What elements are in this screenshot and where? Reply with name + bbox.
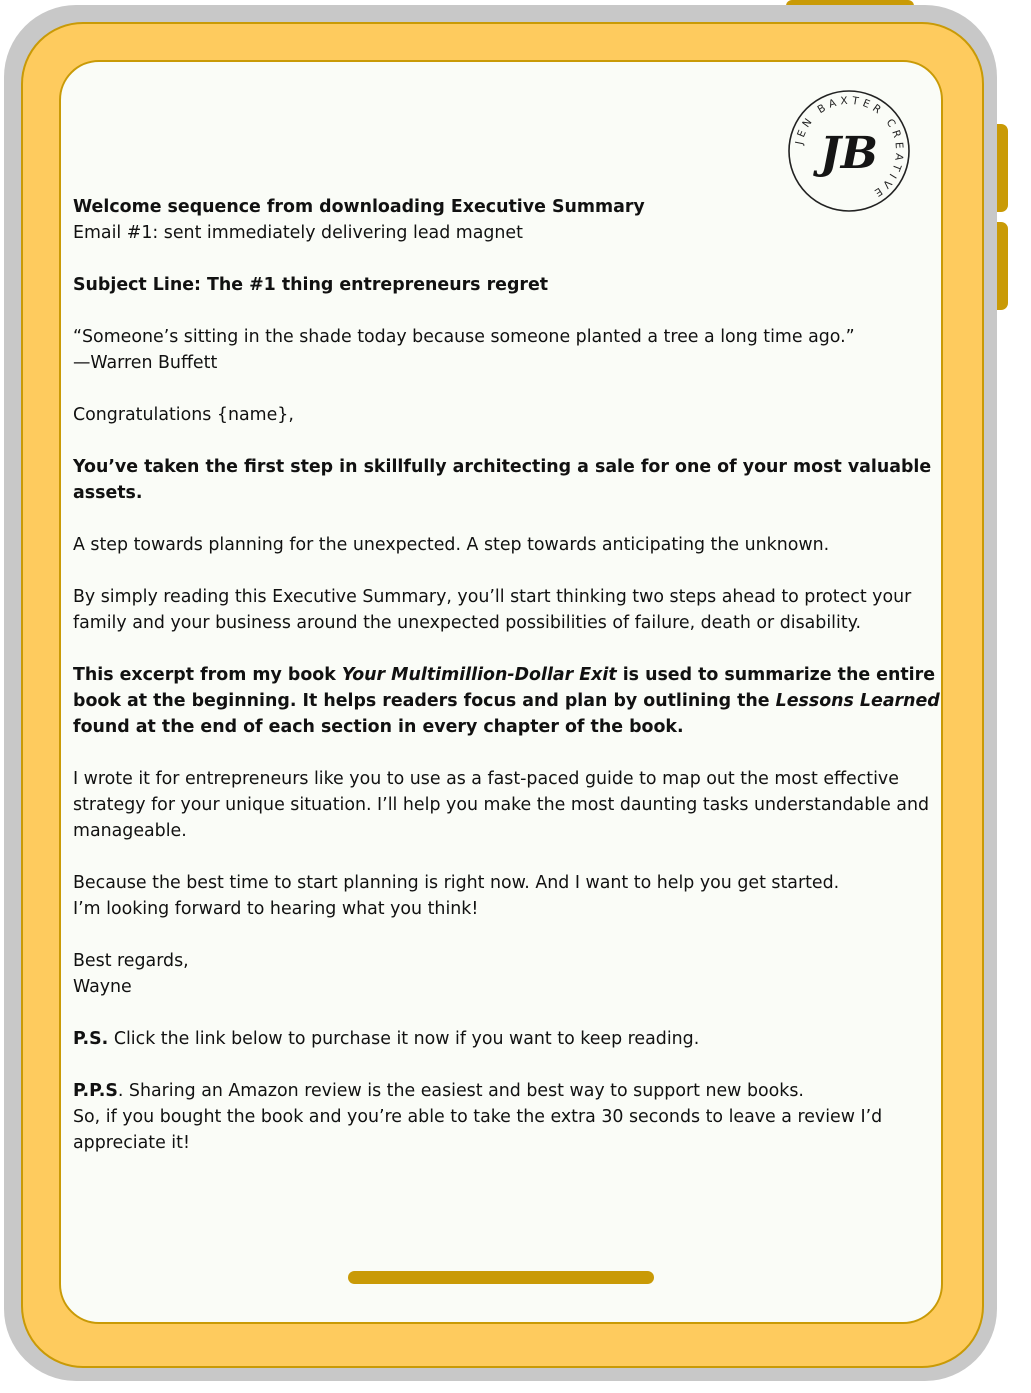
step-paragraph: A step towards planning for the unexpected. A step towards anticipating the unknown. [73, 535, 830, 555]
best-time-line: Because the best time to start planning is right now. And I want to help you get started. [73, 873, 840, 893]
excerpt-text-1: This excerpt from my book [73, 665, 342, 685]
excerpt-text-2: is used to summarize the entire book at the beginning. It helps readers focus and plan by outlining the [73, 665, 936, 711]
email-label: Email #1: sent immediately delivering lead magnet [73, 223, 523, 243]
sequence-heading: Welcome sequence from downloading Executive Summary [73, 197, 645, 217]
excerpt-paragraph [73, 662, 943, 740]
quote-text: “Someone’s sitting in the shade today because someone planted a tree a long time ago.” [73, 327, 855, 347]
wrote-paragraph: I wrote it for entrepreneurs like you to use as a fast-paced guide to map out the most effective strategy for your unique situation. I’ll help you make the most daunting tasks understandable and manageable. [73, 769, 930, 841]
forward-line: I’m looking forward to hearing what you think! [73, 899, 479, 919]
ps-paragraph [73, 1026, 943, 1052]
reading-paragraph: By simply reading this Executive Summary, you’ll start thinking two steps ahead to protect your family and your business around the unexpected possibilities of failure, death or disability. [73, 587, 912, 633]
logo-monogram: JB [819, 128, 879, 179]
signature: Wayne [73, 977, 132, 997]
email-content [73, 194, 943, 1182]
pps-line-2: So, if you bought the book and you’re able to take the extra 30 seconds to leave a review I’d appreciate it! [73, 1107, 883, 1153]
ps-text: Click the link below to purchase it now if you want to keep reading. [108, 1029, 700, 1049]
pps-label: P.P.S [73, 1081, 118, 1101]
quote-author: —Warren Buffett [73, 353, 218, 373]
signoff: Best regards, [73, 951, 189, 971]
subject-line: Subject Line: The #1 thing entrepreneurs regret [73, 275, 549, 295]
logo-ring-text: JEN BAXTER CREATIVE [793, 94, 906, 201]
pps-line-1: . Sharing an Amazon review is the easiest and best way to support new books. [117, 1081, 804, 1101]
book-title: Your Multimillion-Dollar Exit [341, 665, 617, 685]
ps-label: P.S. [73, 1029, 109, 1049]
home-indicator-bar[interactable] [348, 1271, 654, 1284]
excerpt-text-3: found at the end of each section in every chapter of the book. [73, 717, 684, 737]
greeting: Congratulations {name}, [73, 405, 294, 425]
pps-paragraph [73, 1078, 943, 1156]
intro-bold-paragraph: You’ve taken the first step in skillfully architecting a sale for one of your most valuable assets. [73, 457, 932, 503]
lessons-learned-text: Lessons Learned [775, 691, 940, 711]
